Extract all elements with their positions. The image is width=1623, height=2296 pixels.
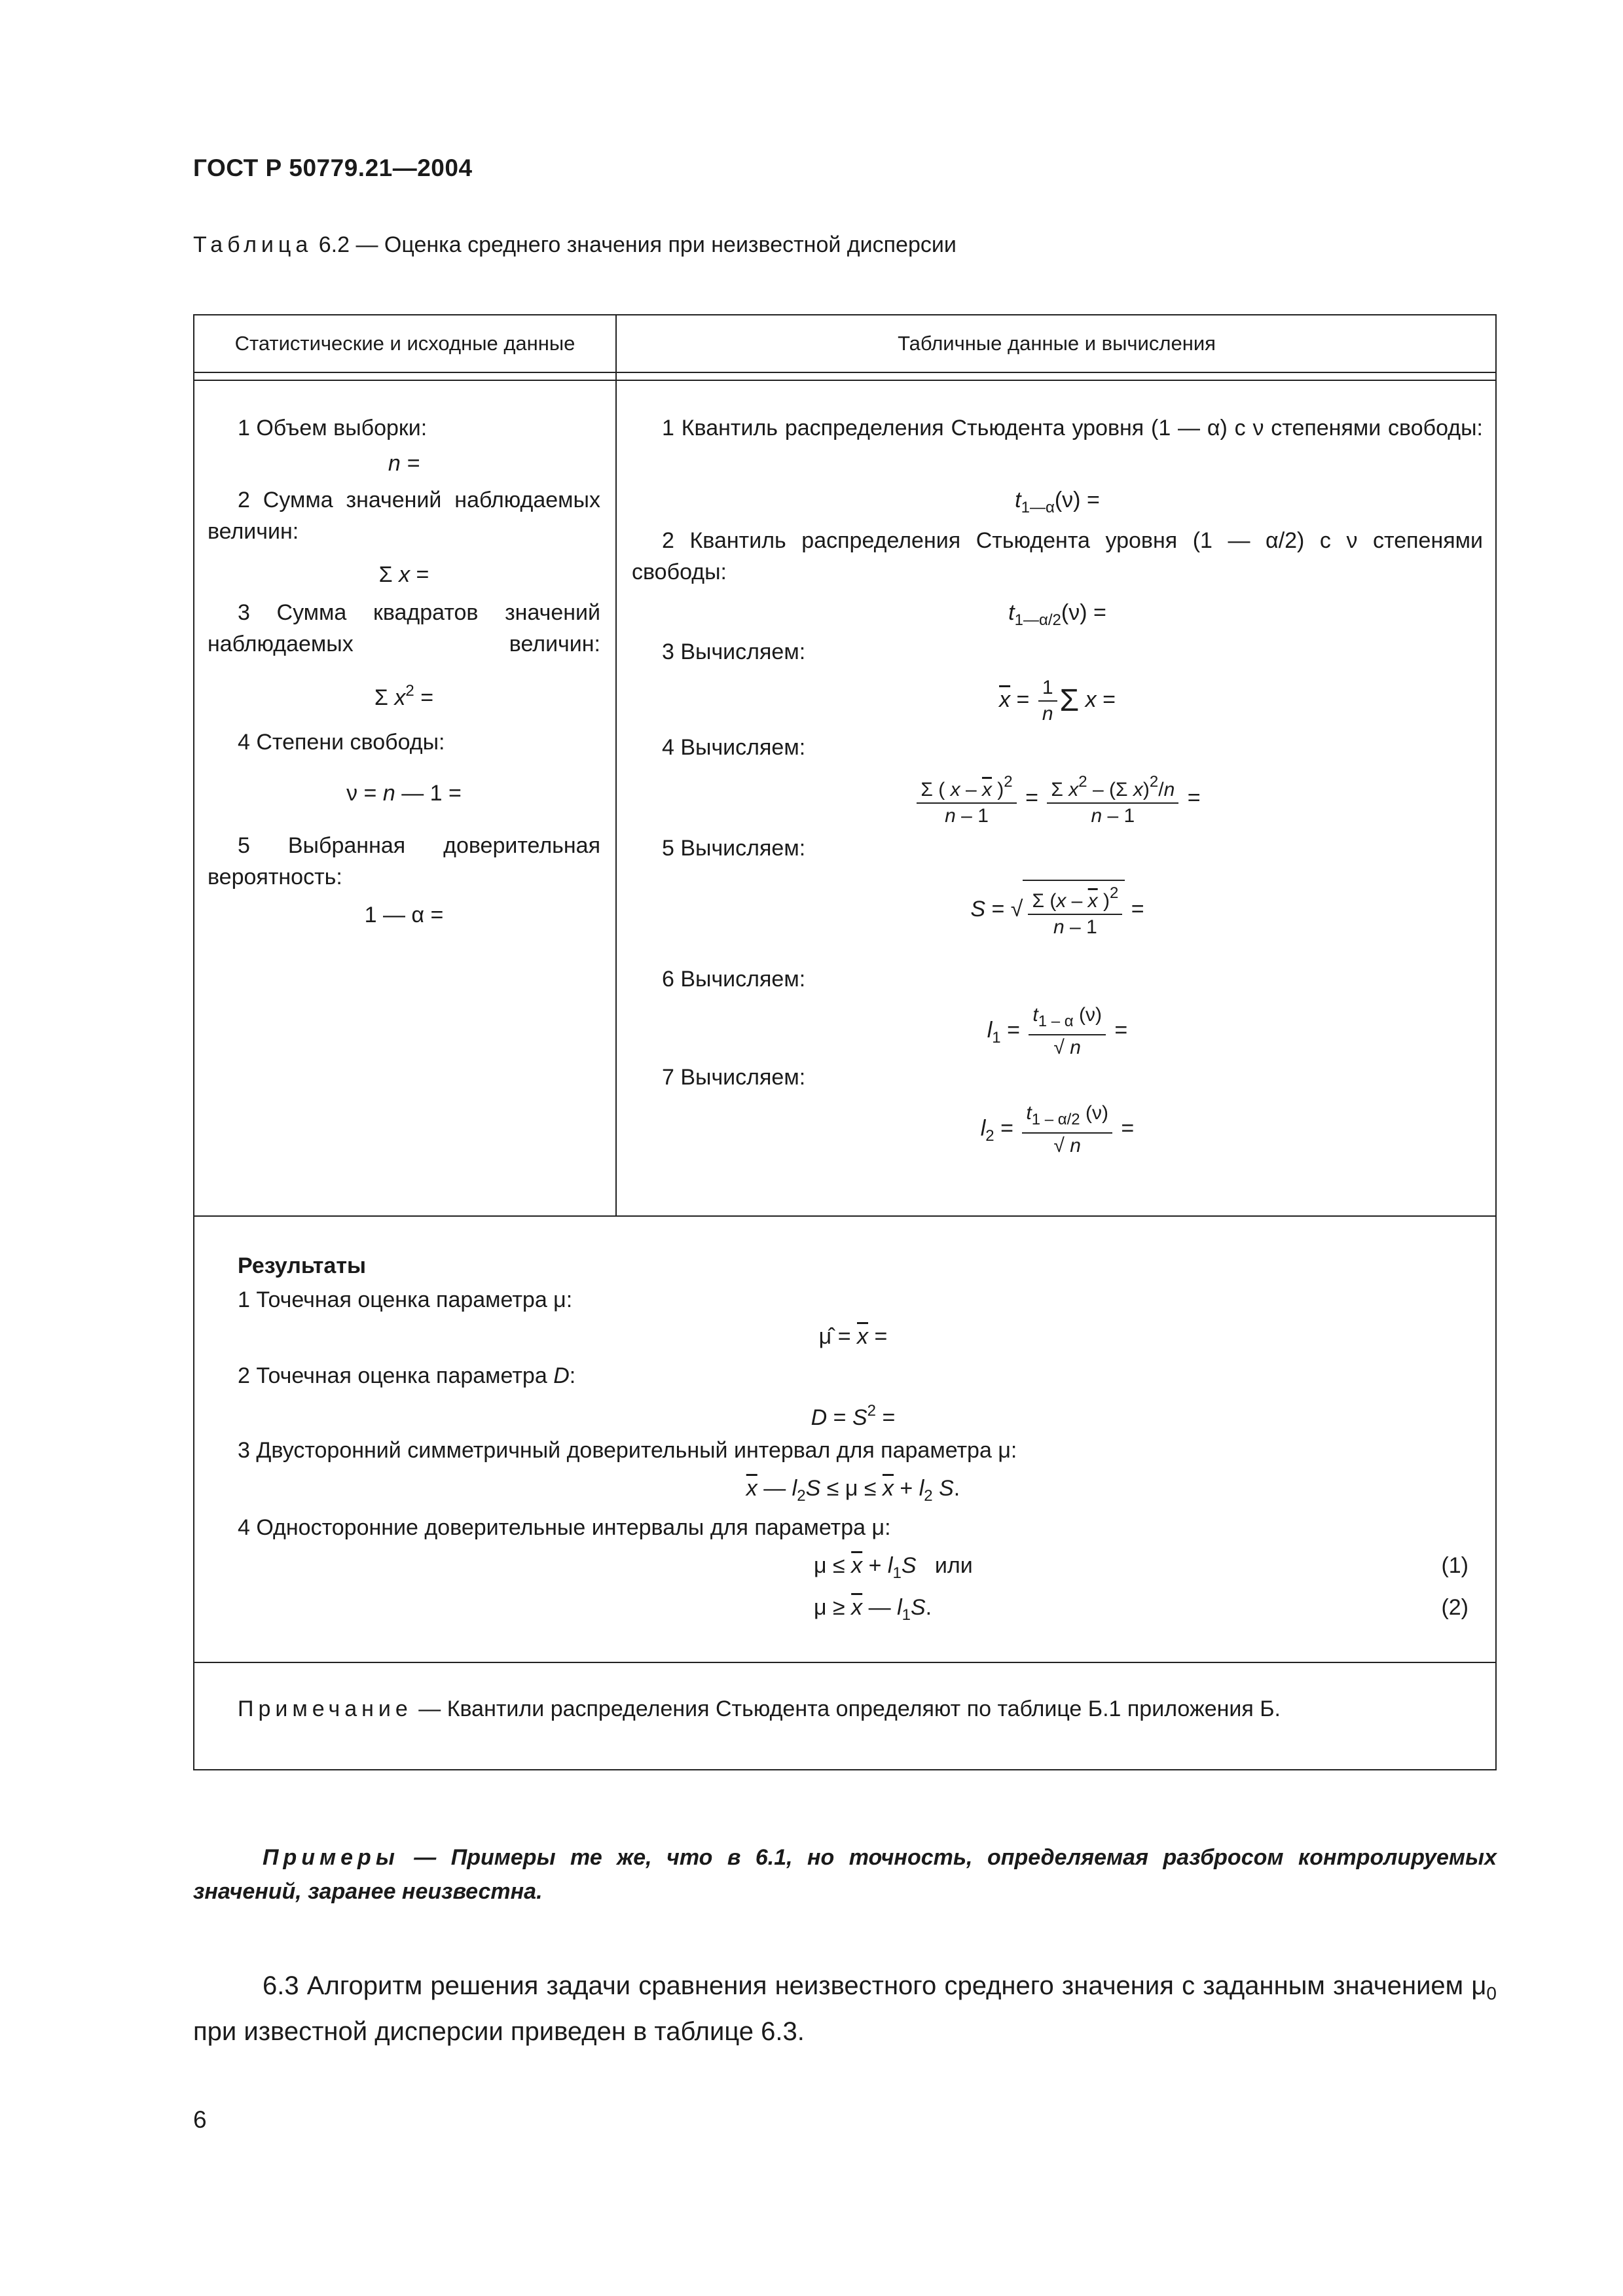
header-rule-double [194,380,1495,381]
table-note-text: — Квантили распределения Стьюдента определяют по таблице Б.1 приложения Б. [412,1696,1281,1721]
results-formula-mu-hat: μ̂ = $\overline{x}$ = [818,1324,888,1349]
left-item-2: 2 Сумма значений наблюдаемых величин: [208,488,600,544]
right-item-2: 2 Квантиль распределения Стьюдента уровня (1 — α/2) с ν степенями свободы: [632,528,1483,584]
right-formula-s: S = √ $\frac{\Sigma (x - \overline{x} )^2}{n - 1}$ = [632,880,1483,940]
left-formula-nu: ν = n — 1 = [346,781,462,806]
section-6-3: 6.3 Алгоритм решения задачи сравнения неизвестного среднего значения с заданным значением $\mu_0$ при известной дисперсии приведен в таблице 6.3. [193,1971,1497,2046]
left-item-4: 4 Степени свободы: [238,730,445,755]
right-item-4: 4 Вычисляем: [662,735,806,760]
results-title: Результаты [238,1253,367,1278]
right-item-6: 6 Вычисляем: [662,967,806,992]
left-item-1: 1 Объем выборки: [238,416,428,440]
results-rule [194,1215,1495,1217]
right-item-7: 7 Вычисляем: [662,1065,806,1090]
page-number: 6 [193,2106,207,2133]
right-item-5: 5 Вычисляем: [662,836,806,861]
column-divider [615,315,617,1215]
table-caption-label: Таблица [193,232,313,257]
right-formula-l1: $l_1$ = $\frac{t_{1 - \alpha} (\nu)}{√ n}$ = [987,1004,1128,1058]
right-formula-variance: $\frac{\Sigma ( x - \overline{x} )^2}{n - 1}$ = $\frac{\Sigma x^2 - (\Sigma x)^2/n}{n - 1}$ = [632,770,1483,829]
right-formula-t1: $t_{1—\alpha}(\nu)$ = [1015,488,1100,516]
results-formula-d: $D = S^2$ = [811,1402,896,1430]
right-formula-mean: $\overline{x}$ = $\frac{1}{n}$ Σ x = [999,677,1116,725]
equation-number-1: (1) [1441,1553,1468,1578]
table-6-2: Статистические и исходные данные Табличные данные и вычисления 1 Объем выборки: n = 2 Сумма значений наблюдаемых величин: Σ x = 3 Сумма квадратов значений наблюдаемых величин: Σ $x^2$ = 4 Степени свободы: ν = n — 1 = 5 Выбранная доверительная вероятность: 1 — α = 1 Квантиль распределения Стьюдента уровня (1 — α) с ν степенями свободы: $t_{1—\alpha}(\nu)$ = 2 Квантиль распределения Стьюдента уровня (1 — α/2) с ν степенями свободы: $t_{1—\alpha/2}(\nu)$ = 3 Вычисляем: $\overline{x}$ = $\frac{1}{n}$ Σ x = 4 Вычисляем: $\frac{\Sigma ( x - \overline{x} )^2}{n - 1}$ = $\frac{\Sigma x^2 - (\Sigma x)^2/n}{n - 1}$ = 5 Вычисляем: S = √ $\frac{\Sigma (x - \overline{x} )^2}{n - 1}$ = 6 Вычисляем: $l_1$ = $\frac{t_{1 - \alpha} (\nu)}{√ n}$ = 7 Вычисляем: $l_2$ = $\frac{t_{1 - \alpha/2} (\nu)}{√ n}$ = Результаты 1 Точечная оценка параметра μ: μ̂ = $\overline{x}$ = 2 Точечная оценка параметра D: $D = S^2$ = 3 Двусторонний симметричный доверительный интервал для параметра μ: $\overline{x}$ — $l_2S \le \mu \le \overline{x} + l_2$ S. 4 Односторонние доверительные интервалы для параметра μ: $\mu \le \overline{x} + l_1S$ или (1) $\mu \ge \overline{x}$ — $l_1S$. (2) Примечание — Квантили распределения Стьюдента определяют по таблице Б.1 приложения Б. [193,314,1497,1770]
mu-zero: $\mu_0$ [1471,1971,1497,2003]
results-item-2: 2 Точечная оценка параметра D: [238,1363,576,1388]
left-formula-n: n = [388,451,420,476]
right-item-1: 1 Квантиль распределения Стьюдента уровня (1 — α) с ν степенями свободы: [662,416,1483,440]
document-header: ГОСТ Р 50779.21—2004 [193,154,473,181]
table-note-label: Примечание [238,1696,412,1721]
table-caption [193,232,957,258]
col-right-header: Табличные данные и вычисления [898,332,1216,355]
examples-label: Примеры [263,1845,399,1870]
results-item-4: 4 Односторонние доверительные интервалы для параметра μ: [238,1515,891,1540]
left-formula-confidence: 1 — α = [364,903,444,927]
header-rule [194,372,1495,373]
results-formula-two-sided: $\overline{x}$ — $l_2S \le \mu \le \overline{x} + l_2$ S. [746,1476,960,1505]
results-item-1: 1 Точечная оценка параметра μ: [238,1287,573,1312]
examples-text: — Примеры те же, что в 6.1, но точность, определяемая разбросом контролируемых значений, заранее неизвестна. [193,1845,1497,1904]
table-note [238,1696,1281,1722]
left-item-3: 3 Сумма квадратов значений наблюдаемых величин: [208,600,600,656]
examples-paragraph [193,1840,1497,1909]
left-item-5: 5 Выбранная доверительная вероятность: [208,833,600,889]
table-caption-text: 6.2 — Оценка среднего значения при неизвестной дисперсии [312,232,957,257]
equation-number-2: (2) [1441,1595,1468,1620]
col-left-header: Статистические и исходные данные [234,332,575,355]
note-rule [194,1662,1495,1663]
left-formula-sum-x: Σ x = [378,562,429,587]
left-formula-sum-x2: Σ $x^2$ = [374,682,434,710]
right-formula-l2: $l_2$ = $\frac{t_{1 - \alpha/2} (\nu)}{√ n}$ = [980,1102,1135,1157]
results-item-3: 3 Двусторонний симметричный доверительный интервал для параметра μ: [238,1438,1017,1463]
right-item-3: 3 Вычисляем: [662,639,806,664]
right-formula-t2: $t_{1—\alpha/2}(\nu)$ = [1008,600,1106,629]
